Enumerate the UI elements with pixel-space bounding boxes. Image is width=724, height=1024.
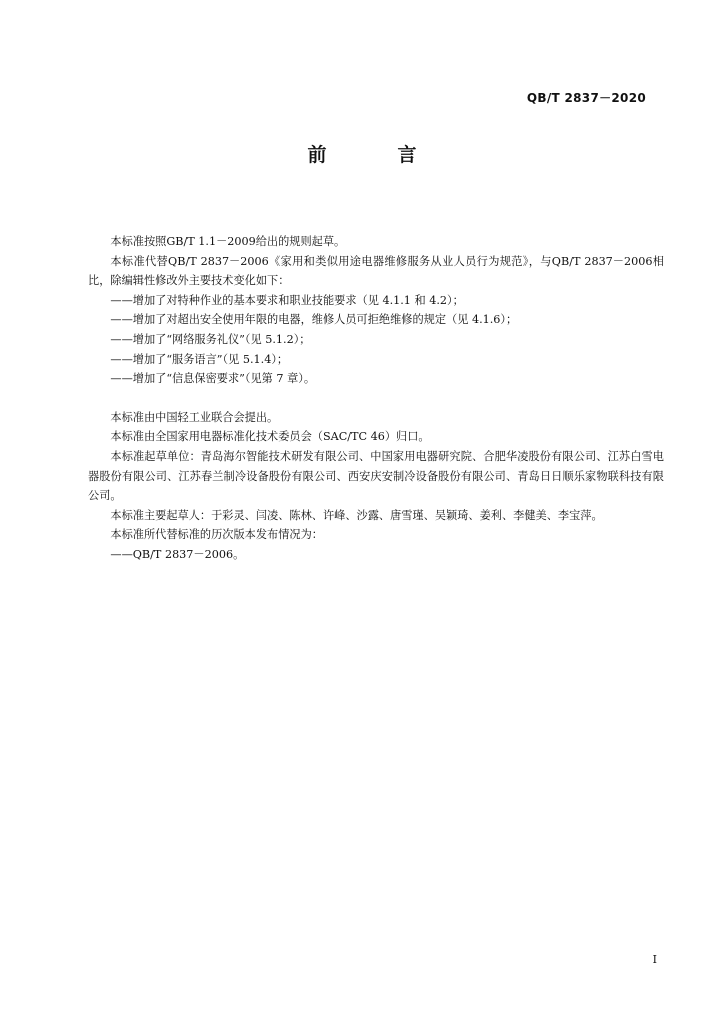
paragraph-previous-editions: 本标准所代替标准的历次版本发布情况为： — [110, 528, 323, 542]
list-item-change-2: ——增加了对超出安全使用年限的电器，维修人员可拒绝维修的规定（见 4.1.6）； — [110, 313, 518, 327]
list-item-change-4: ——增加了“服务语言”（见 5.1.4）； — [110, 352, 289, 366]
paragraph-jurisdiction: 本标准由全国家用电器标准化技术委员会（SAC/TC 46）归口。 — [110, 430, 430, 444]
foreword-body — [88, 232, 664, 565]
paragraph-drafting-units: 本标准起草单位：青岛海尔智能技术研发有限公司、中国家用电器研究院、合肥华凌股份有限公司、江苏白雪电器股份有限公司、江苏春兰制冷设备股份有限公司、西安庆安制冷设备股份有限公司、青岛日日顺乐家物联科技有限公司。 — [88, 449, 664, 503]
list-item-previous-edition: ——QB/T 2837－2006。 — [110, 547, 245, 561]
paragraph-proposed-by: 本标准由中国轻工业联合会提出。 — [110, 410, 279, 424]
standard-code: QB/T 2837－2020 — [526, 91, 646, 105]
list-item-change-5: ——增加了“信息保密要求”（见第 7 章）。 — [110, 372, 316, 386]
list-item-change-1: ——增加了对特种作业的基本要求和职业技能要求（见 4.1.1 和 4.2）； — [110, 293, 464, 307]
list-item-change-3: ——增加了“网络服务礼仪”（见 5.1.2）； — [110, 332, 311, 346]
paragraph-replacement: 本标准代替QB/T 2837－2006《家用和类似用途电器维修服务从业人员行为规范》，与QB/T 2837－2006相比，除编辑性修改外主要技术变化如下： — [88, 254, 664, 288]
paragraph-drafters: 本标准主要起草人：于彩灵、闫凌、陈林、许峰、沙露、唐雪瑾、吴颖琦、姜利、李健美、李宝萍。 — [110, 508, 603, 522]
page-title: 前 言 — [307, 144, 443, 166]
paragraph-drafting-rules: 本标准按照GB/T 1.1－2009给出的规则起草。 — [110, 235, 346, 248]
page-number: I — [652, 953, 657, 966]
